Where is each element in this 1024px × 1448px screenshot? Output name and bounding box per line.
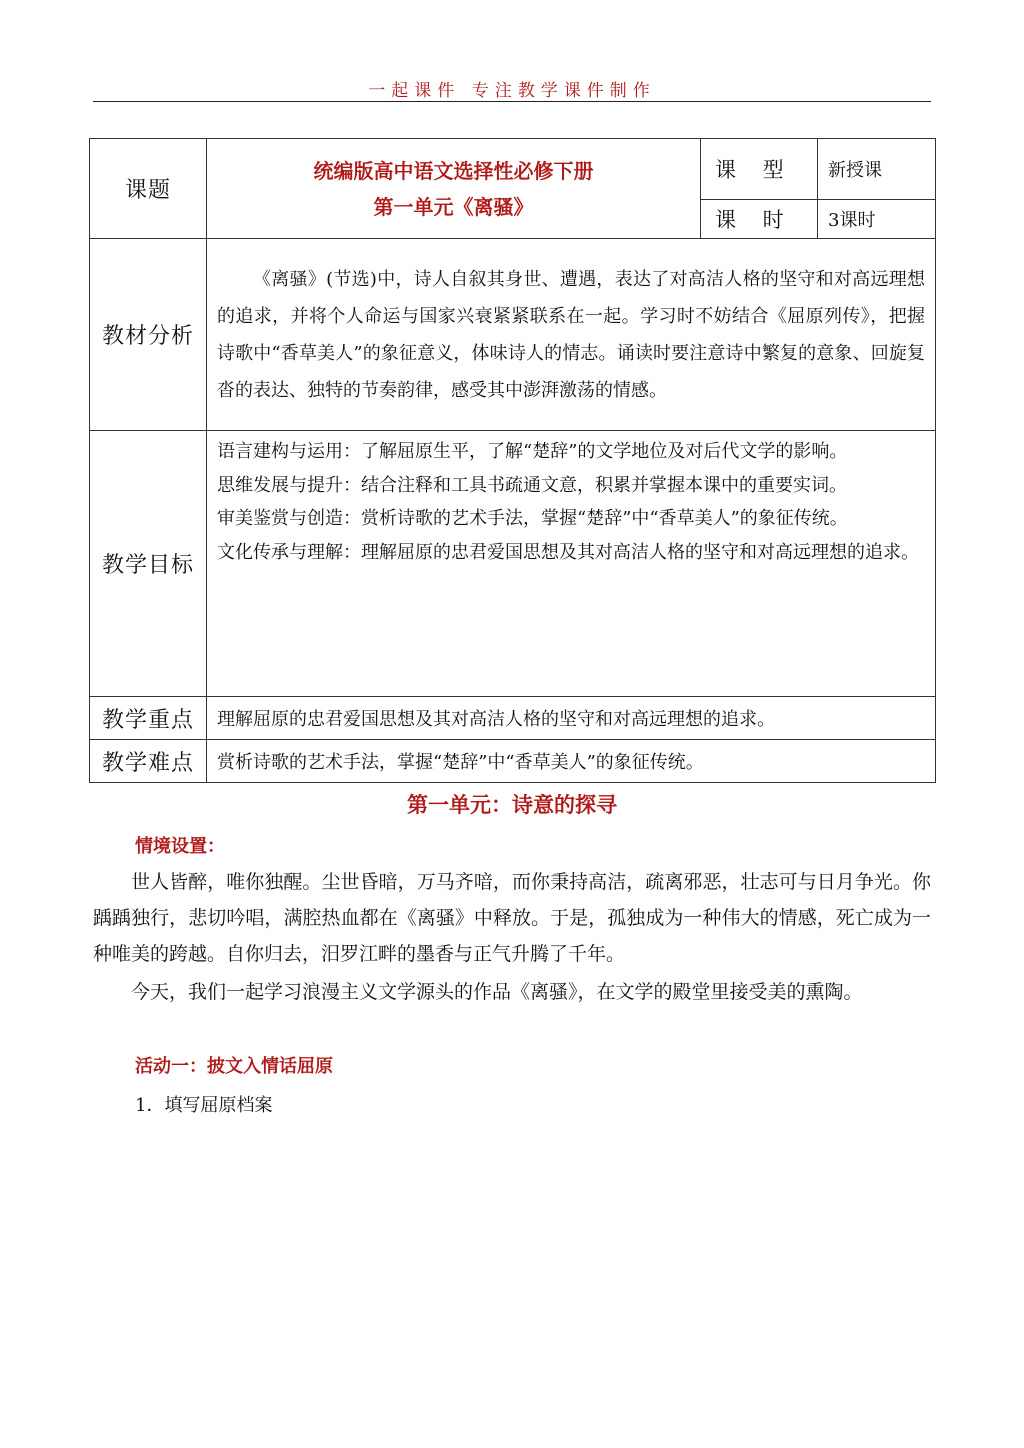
goal-item: 审美鉴赏与创造：赏析诗歌的艺术手法，掌握“楚辞”中“香草美人”的象征传统。 [217,508,848,529]
lesson-hours-label: 课 时 [701,200,818,239]
scenario-paragraph: 世人皆醉，唯你独醒。尘世昏暗，万马齐喑，而你秉持高洁，疏离邪恶，壮志可与日月争光。你踽踽独行，悲切吟唱，满腔热血都在《离骚》中释放。于是，孤独成为一种伟大的情感，死亡成为一种唯美的跨越。自你归去，汨罗江畔的墨香与正气升腾了千年。 [93,871,931,965]
lesson-type-value: 新授课 [818,139,936,200]
key-point-text: 理解屈原的忠君爱国思想及其对高洁人格的坚守和对高远理想的追求。 [207,697,936,740]
analysis-label: 教材分析 [90,239,207,431]
topic-label: 课题 [90,139,207,239]
header-divider [93,101,931,102]
activity-heading: 活动一：披文入情话屈原 [135,1056,333,1077]
scenario-paragraph: 今天，我们一起学习浪漫主义文学源头的作品《离骚》，在文学的殿堂里接受美的熏陶。 [131,981,863,1003]
lesson-hours-value: 3课时 [818,200,936,239]
topic-title [207,139,701,239]
topic-title-line2: 第一单元《离骚》 [373,194,534,219]
analysis-text: 《离骚》(节选)中，诗人自叙其身世、遭遇，表达了对高洁人格的坚守和对高远理想的追求，并将个人命运与国家兴衰紧紧联系在一起。学习时不妨结合《屈原列传》，把握诗歌中“香草美人”的象征意义，体味诗人的情志。诵读时要注意诗中繁复的意象、回旋复沓的表达、独特的节奏韵律，感受其中澎湃激荡的情感。 [207,239,936,431]
list-item: 1．填写屈原档案 [135,1095,273,1116]
unit-title: 第一单元：诗意的探寻 [407,792,617,817]
goal-item: 文化传承与理解：理解屈原的忠君爱国思想及其对高洁人格的坚守和对高远理想的追求。 [217,541,919,563]
difficulty-label: 教学难点 [90,740,207,783]
goals-list [207,431,936,697]
lesson-type-label: 课 型 [701,139,818,200]
goal-item: 语言建构与运用：了解屈原生平，了解“楚辞”的文学地位及对后代文学的影响。 [217,441,848,462]
goals-label: 教学目标 [90,431,207,697]
topic-title-line1: 统编版高中语文选择性必修下册 [313,158,594,183]
lesson-plan-table [89,138,936,783]
scenario-heading: 情境设置： [135,836,225,857]
page-header-text: 一起课件 专注教学课件制作 [368,81,656,101]
key-point-label: 教学重点 [90,697,207,740]
goal-item: 思维发展与提升：结合注释和工具书疏通文意，积累并掌握本课中的重要实词。 [217,474,847,496]
difficulty-text: 赏析诗歌的艺术手法，掌握“楚辞”中“香草美人”的象征传统。 [207,740,936,783]
